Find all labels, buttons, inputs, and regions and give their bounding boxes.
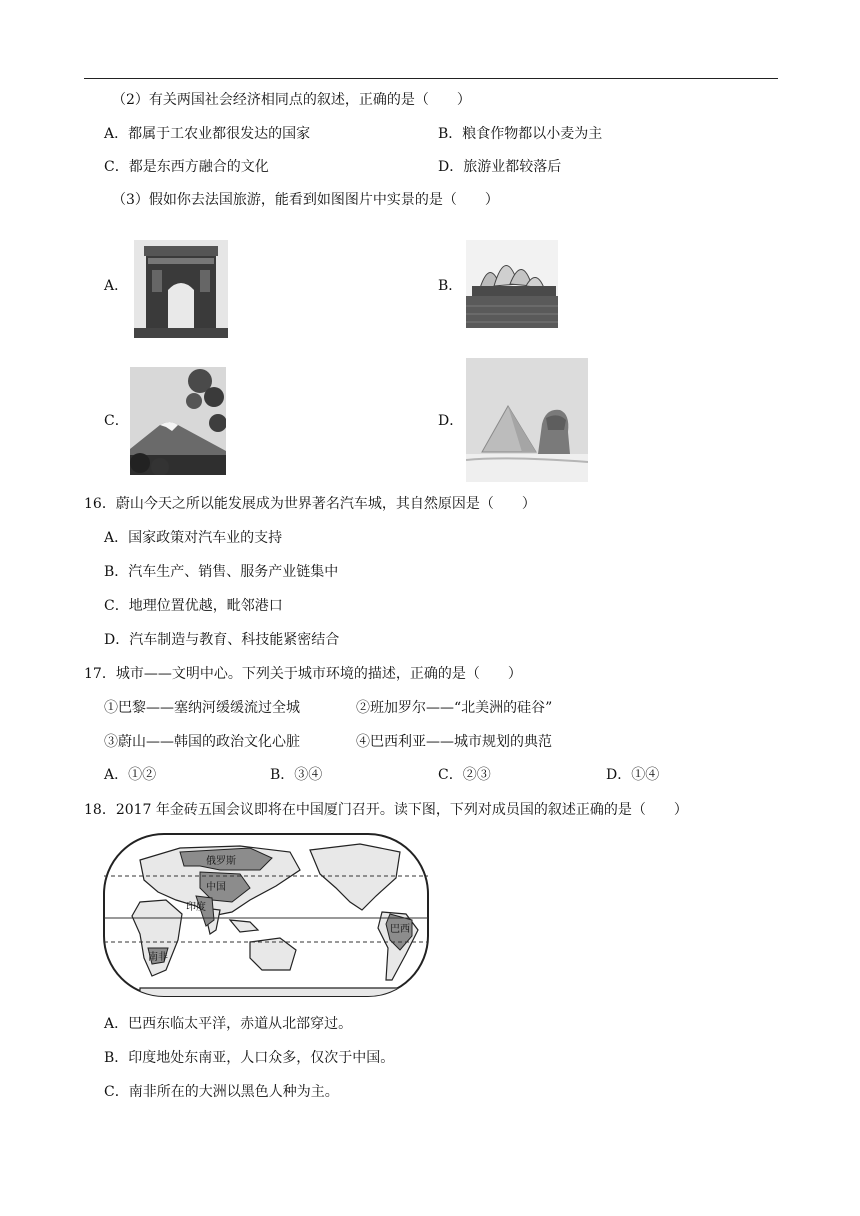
arc-de-triomphe-photo[interactable] [134,240,228,338]
world-map-figure [100,830,432,1000]
q15-sub2-option-d[interactable]: D．旅游业都较落后 [438,159,562,175]
q17-statement-3: ③蔚山——韩国的政治文化心脏 [104,734,300,750]
header-rule [84,78,778,79]
sydney-opera-house-photo[interactable] [466,240,558,328]
map-label-south-africa: 南非 [148,952,168,963]
map-label-russia: 俄罗斯 [206,856,236,867]
q16-option-b[interactable]: B．汽车生产、销售、服务产业链集中 [104,564,339,580]
q17-stem: 17．城市——文明中心。下列关于城市环境的描述，正确的是（ ） [84,666,522,682]
q17-option-b[interactable]: B．③④ [270,767,323,783]
map-label-china: 中国 [206,882,226,893]
q16-option-d[interactable]: D．汽车制造与教育、科技能紧密结合 [104,632,340,648]
q17-option-a[interactable]: A．①② [104,767,157,783]
q15-sub3-option-b-label[interactable]: B． [438,278,463,294]
q17-option-d[interactable]: D．①④ [606,767,660,783]
map-label-india: 印度 [186,902,206,913]
mount-fuji-blossom-photo[interactable] [130,367,226,475]
q15-sub3-option-a-label[interactable]: A． [104,278,129,294]
map-label-brazil: 巴西 [390,924,410,935]
q16-option-c[interactable]: C．地理位置优越，毗邻港口 [104,598,283,614]
q18-stem: 18．2017 年金砖五国会议即将在中国厦门召开。读下图，下列对成员国的叙述正确的是（ ） [84,802,688,818]
q18-option-c[interactable]: C．南非所在的大洲以黑色人种为主。 [104,1084,339,1100]
q15-sub3-option-c-label[interactable]: C． [104,413,129,429]
q15-sub2-option-b[interactable]: B．粮食作物都以小麦为主 [438,126,603,142]
q18-option-a[interactable]: A．巴西东临太平洋，赤道从北部穿过。 [104,1016,353,1032]
q17-option-c[interactable]: C．②③ [438,767,491,783]
q15-sub2-option-a[interactable]: A．都属于工农业都很发达的国家 [104,126,311,142]
q16-stem: 16．蔚山今天之所以能发展成为世界著名汽车城，其自然原因是（ ） [84,496,536,512]
q17-statement-4: ④巴西利亚——城市规划的典范 [356,734,552,750]
q16-option-a[interactable]: A．国家政策对汽车业的支持 [104,530,283,546]
q15-sub2-option-c[interactable]: C．都是东西方融合的文化 [104,159,269,175]
q15-sub3-stem: （3）假如你去法国旅游，能看到如图图片中实景的是（ ） [112,192,499,208]
q15-sub2-stem: （2）有关两国社会经济相同点的叙述，正确的是（ ） [112,92,471,108]
q15-sub3-option-d-label[interactable]: D． [438,413,464,429]
q18-option-b[interactable]: B．印度地处东南亚，人口众多，仅次于中国。 [104,1050,395,1066]
sphinx-pyramid-photo[interactable] [466,358,588,482]
q17-statement-1: ①巴黎——塞纳河缓缓流过全城 [104,700,300,716]
q17-statement-2: ②班加罗尔——“北美洲的硅谷” [356,700,553,716]
